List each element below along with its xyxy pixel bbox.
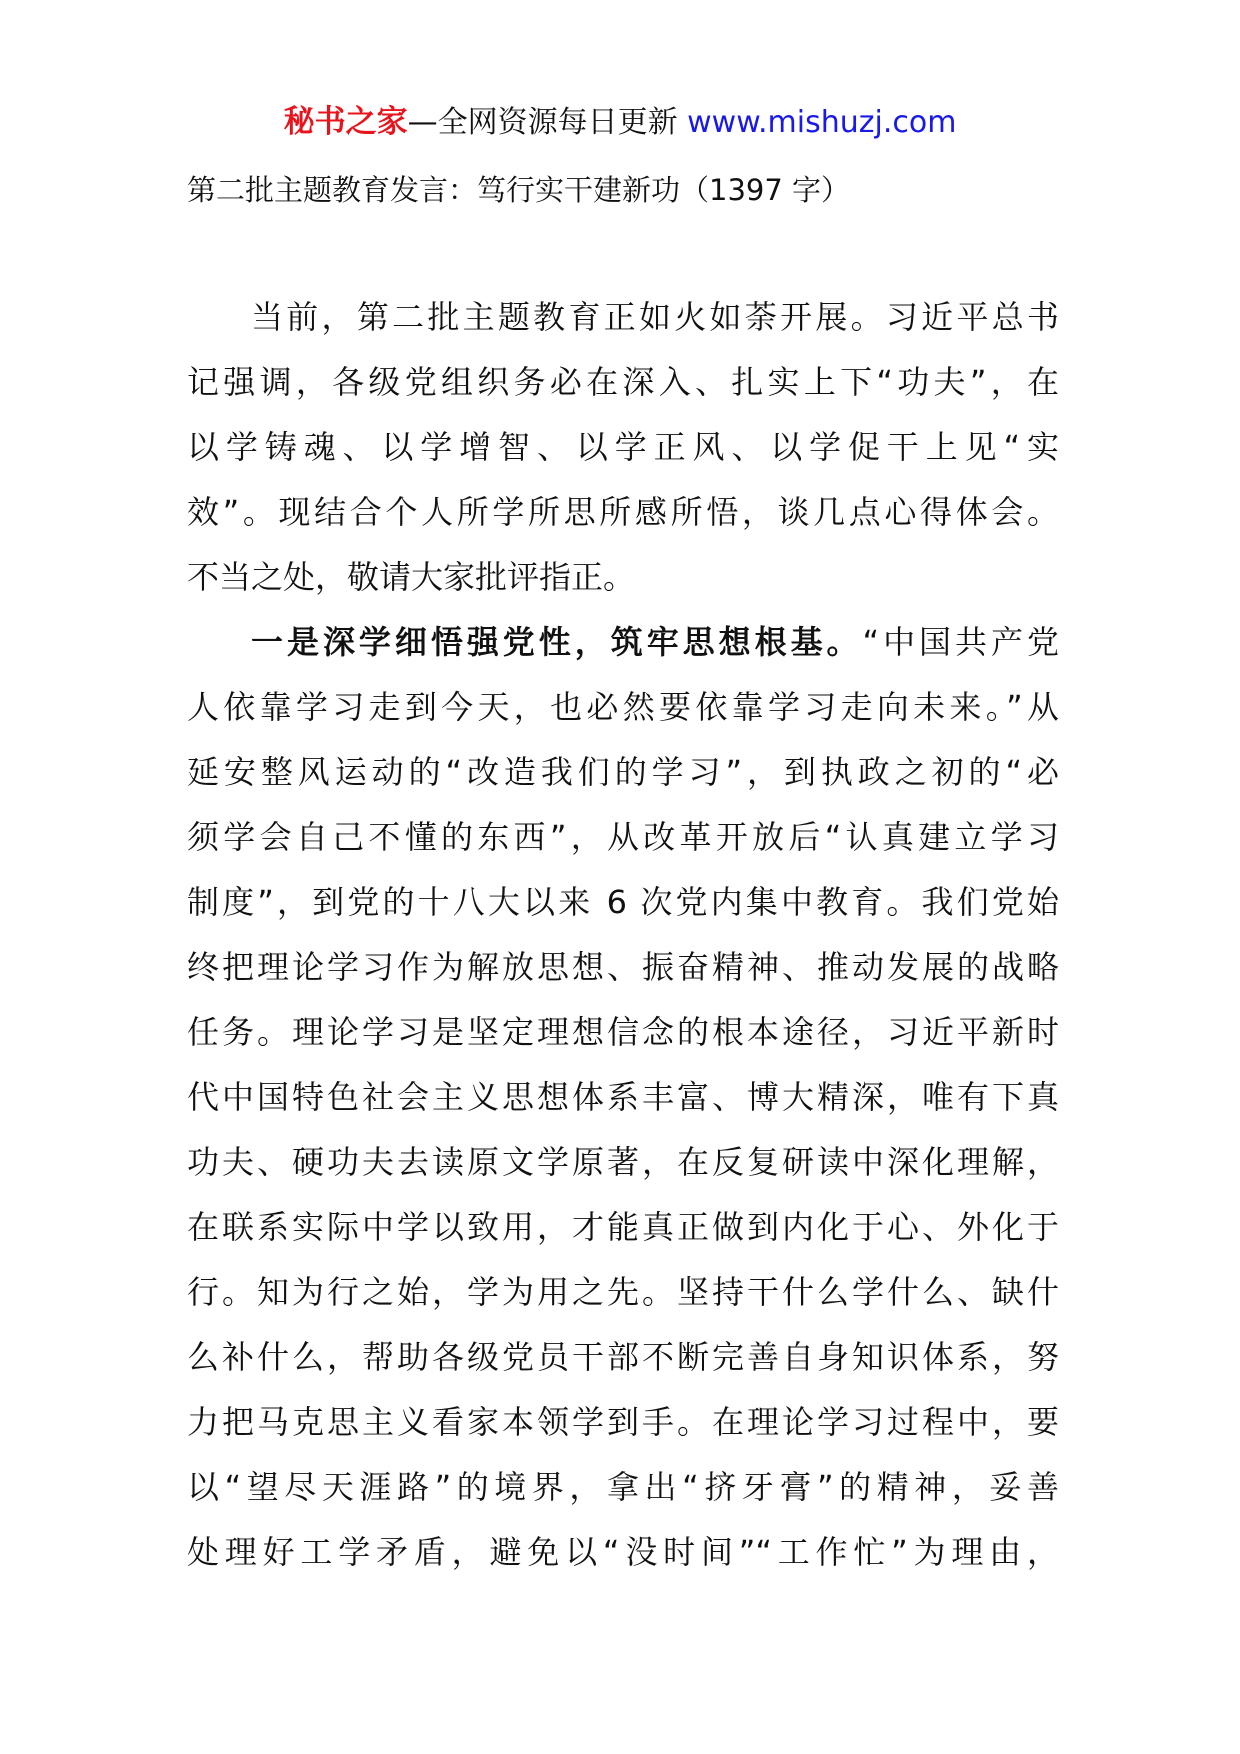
document-body bbox=[187, 294, 1059, 1594]
paragraph-line: 以学铸魂、以学增智、以学正风、以学促干上见“实 bbox=[187, 428, 1059, 466]
paragraph-line: 代中国特色社会主义思想体系丰富、博大精深，唯有下真 bbox=[187, 1078, 1059, 1116]
paragraph-line: 在联系实际中学以致用，才能真正做到内化于心、外化于 bbox=[187, 1208, 1059, 1246]
paragraph-line: 当前，第二批主题教育正如火如荼开展。习近平总书 bbox=[251, 298, 1059, 336]
paragraph-line: 么补什么，帮助各级党员干部不断完善自身知识体系，努 bbox=[187, 1338, 1059, 1376]
site-header bbox=[0, 100, 1240, 145]
paragraph-line: 不当之处，敬请大家批评指正。 bbox=[187, 558, 636, 596]
paragraph-line: 制度”，到党的十八大以来 6 次党内集中教育。我们党始 bbox=[187, 883, 1059, 921]
header-tagline: —全网资源每日更新 bbox=[407, 105, 678, 140]
paragraph-line: 延安整风运动的“改造我们的学习”，到执政之初的“必 bbox=[187, 753, 1059, 791]
paragraph-line: 功夫、硬功夫去读原文学原著，在反复研读中深化理解， bbox=[187, 1143, 1059, 1181]
paragraph-line: 行。知为行之始，学为用之先。坚持干什么学什么、缺什 bbox=[187, 1273, 1059, 1311]
brand-name: 秘书之家 bbox=[283, 104, 408, 140]
paragraph-line: 任务。理论学习是坚定理想信念的根本途径，习近平新时 bbox=[187, 1013, 1059, 1051]
paragraph-line: 终把理论学习作为解放思想、振奋精神、推动发展的战略 bbox=[187, 948, 1059, 986]
paragraph-line: 以“望尽天涯路”的境界，拿出“挤牙膏”的精神，妥善 bbox=[187, 1468, 1059, 1506]
paragraph-line: 处理好工学矛盾，避免以“没时间”“工作忙”为理由， bbox=[187, 1533, 1059, 1571]
site-url-link[interactable]: www.mishuzj.com bbox=[687, 105, 957, 140]
section-lead-heading: 一是深学细悟强党性，筑牢思想根基。 bbox=[251, 623, 863, 661]
paragraph-line: 力把马克思主义看家本领学到手。在理论学习过程中，要 bbox=[187, 1403, 1059, 1441]
paragraph-line: 人依靠学习走到今天，也必然要依靠学习走向未来。”从 bbox=[187, 688, 1059, 726]
paragraph-line: 记强调，各级党组织务必在深入、扎实上下“功夫”，在 bbox=[187, 363, 1059, 401]
paragraph-line: 效”。现结合个人所学所思所感所悟，谈几点心得体会。 bbox=[187, 493, 1059, 531]
paragraph-first-line bbox=[187, 619, 1059, 684]
paragraph-line: 须学会自己不懂的东西”，从改革开放后“认真建立学习 bbox=[187, 818, 1059, 856]
paragraph-text: “中国共产党 bbox=[862, 623, 1059, 661]
document-title: 第二批主题教育发言：笃行实干建新功（1397 字） bbox=[187, 173, 851, 207]
